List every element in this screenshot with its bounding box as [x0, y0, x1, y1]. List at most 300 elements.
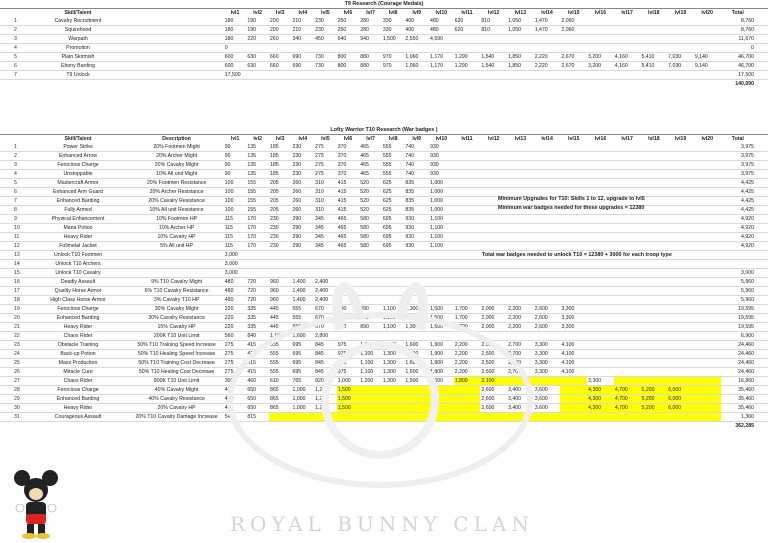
level-cost-cell [641, 323, 668, 332]
skill-name: Physical Enhancement [27, 215, 130, 224]
level-cost-cell: 290 [292, 224, 315, 233]
level-cost-cell: 400 [404, 26, 429, 35]
t9-header-cell: lvl8 [388, 10, 398, 16]
level-cost-cell: 835 [404, 188, 429, 197]
level-cost-cell: 115 [224, 242, 247, 251]
level-cost-cell [667, 26, 694, 35]
level-cost-cell [246, 260, 269, 269]
level-cost-cell [614, 233, 641, 242]
level-cost-cell: 2,700 [507, 341, 534, 350]
level-cost-cell [641, 377, 668, 386]
level-cost-cell [560, 242, 587, 251]
skill-name: Fullmetal Jacket [27, 242, 130, 251]
level-cost-cell: 260 [292, 197, 315, 206]
level-cost-cell [587, 368, 614, 377]
level-cost-cell [587, 242, 614, 251]
level-cost-cell: 520 [359, 188, 382, 197]
level-cost-cell: 625 [382, 188, 405, 197]
level-cost-cell [640, 17, 667, 26]
row-number: 2 [0, 152, 27, 161]
t9-header-cell: lvl10 [435, 10, 448, 16]
level-cost-cell [587, 71, 614, 80]
level-cost-cell [507, 161, 534, 170]
level-cost-cell [614, 305, 641, 314]
level-cost-cell [694, 332, 721, 341]
level-cost-cell [587, 350, 614, 359]
row-number: 6 [0, 188, 27, 197]
level-cost-cell: 960 [269, 278, 292, 287]
level-cost-cell: 2,600 [534, 305, 561, 314]
level-cost-cell: 345 [314, 215, 337, 224]
skill-name: Chaos Rider [27, 332, 130, 341]
skill-description: 5% All unit HP [129, 242, 223, 251]
level-cost-cell: 445 [269, 323, 292, 332]
level-cost-cell: 465 [359, 170, 382, 179]
level-cost-cell [560, 215, 587, 224]
row-total: 1,360 [721, 413, 768, 422]
level-cost-cell: 975 [337, 368, 360, 377]
level-cost-cell: 275 [314, 152, 337, 161]
level-cost-cell: 135 [246, 152, 269, 161]
t10-header-cell: lvl15 [568, 136, 580, 142]
level-cost-cell: 220 [224, 314, 247, 323]
row-number: 3 [0, 35, 27, 44]
level-cost-cell [382, 71, 405, 80]
level-cost-cell: 415 [337, 197, 360, 206]
row-number: 9 [0, 215, 27, 224]
level-cost-cell: 4,100 [560, 350, 587, 359]
level-cost-cell: 555 [269, 341, 292, 350]
row-total: 35,460 [721, 395, 768, 404]
level-cost-cell: 3,300 [534, 368, 561, 377]
level-cost-cell: 1,290 [454, 53, 481, 62]
skill-description: 20% Cavalry HP [129, 404, 223, 413]
level-cost-cell [507, 224, 534, 233]
skill-name: Mastercraft Armor [27, 179, 130, 188]
skill-description: 20% Footmen Resistance [129, 179, 223, 188]
t9-header-cell: Skill/Talent [64, 10, 92, 16]
level-cost-cell [337, 251, 360, 260]
row-number: 1 [0, 143, 27, 152]
level-cost-cell: 720 [246, 296, 269, 305]
skill-description: 10% Footmen HP [129, 215, 223, 224]
level-cost-cell [292, 71, 315, 80]
row-number: 6 [0, 62, 27, 71]
level-cost-cell [404, 251, 429, 260]
level-cost-cell [534, 260, 561, 269]
level-cost-cell: 1,500 [337, 386, 360, 395]
level-cost-cell [534, 242, 561, 251]
skill-description: 15% Cavalry HP [129, 323, 223, 332]
level-cost-cell [587, 287, 614, 296]
level-cost-cell [694, 260, 721, 269]
level-cost-cell: 115 [224, 233, 247, 242]
level-cost-cell [641, 269, 668, 278]
level-cost-cell: 275 [314, 143, 337, 152]
skill-name: Mass Production [27, 359, 130, 368]
level-cost-cell: 695 [382, 215, 405, 224]
row-number: 30 [0, 404, 27, 413]
level-cost-cell [641, 413, 668, 422]
row-total: 16,860 [721, 377, 768, 386]
level-cost-cell [359, 71, 382, 80]
level-cost-cell [534, 44, 561, 53]
t9-header-cell [0, 9, 27, 18]
level-cost-cell [269, 260, 292, 269]
t10-header-row [0, 135, 768, 144]
level-cost-cell: 690 [292, 62, 315, 71]
level-cost-cell: 1,850 [507, 53, 534, 62]
row-number: 1 [0, 17, 27, 26]
skill-name: Quality Horse Armor [27, 287, 130, 296]
level-cost-cell: 100 [224, 188, 247, 197]
level-cost-cell: 1,000 [429, 206, 454, 215]
level-cost-cell: 2,400 [314, 287, 337, 296]
level-cost-cell: 600 [224, 53, 247, 62]
level-cost-cell [614, 296, 641, 305]
level-cost-cell: 780 [337, 314, 360, 323]
level-cost-cell [507, 71, 534, 80]
level-cost-cell [587, 224, 614, 233]
level-cost-cell: 280 [359, 17, 382, 26]
table-row [0, 62, 768, 71]
level-cost-cell: 930 [404, 215, 429, 224]
level-cost-cell: 260 [292, 188, 315, 197]
level-cost-cell [507, 170, 534, 179]
level-cost-cell [694, 206, 721, 215]
level-cost-cell: 1,470 [534, 17, 561, 26]
skill-description: 20% Archer Resistance [129, 188, 223, 197]
level-cost-cell: 1,100 [429, 215, 454, 224]
level-cost-cell: 430 [224, 404, 247, 413]
t9-header-cell: lvl9 [412, 10, 422, 16]
level-cost-cell: 330 [382, 26, 405, 35]
row-total: 19,595 [721, 314, 768, 323]
level-cost-cell [667, 314, 694, 323]
level-cost-cell [667, 296, 694, 305]
skill-name: Ebony Barding [27, 62, 130, 71]
level-cost-cell: 865 [269, 395, 292, 404]
t9-header-cell: lvl6 [343, 10, 353, 16]
level-cost-cell [480, 143, 507, 152]
level-cost-cell [560, 35, 587, 44]
level-cost-cell: 2,000 [480, 305, 507, 314]
level-cost-cell [694, 215, 721, 224]
level-cost-cell [694, 152, 721, 161]
level-cost-cell: 2,400 [314, 296, 337, 305]
level-cost-cell: 650 [246, 386, 269, 395]
level-cost-cell: 340 [292, 35, 315, 44]
level-cost-cell: 230 [292, 170, 315, 179]
level-cost-cell [534, 152, 561, 161]
skill-name: Ferocious Charge [27, 161, 130, 170]
level-cost-cell: 555 [382, 170, 405, 179]
level-cost-cell [614, 413, 641, 422]
level-cost-cell: 2,800 [314, 332, 337, 341]
t10-header-cell: lvl7 [366, 136, 375, 142]
level-cost-cell: 1,700 [454, 305, 481, 314]
level-cost-cell: 100 [224, 179, 247, 188]
level-cost-cell: 670 [314, 305, 337, 314]
skill-name: Miracle Cure [27, 368, 130, 377]
level-cost-cell [667, 305, 694, 314]
row-total: 4,920 [721, 242, 768, 251]
level-cost-cell: 115 [224, 215, 247, 224]
level-cost-cell [560, 161, 587, 170]
level-cost-cell: 1,600 [404, 359, 429, 368]
level-cost-cell [480, 260, 507, 269]
t9-header-cell: lvl1 [230, 10, 240, 16]
level-cost-cell [507, 44, 534, 53]
skill-description: 10% Cavalry HP [129, 233, 223, 242]
row-number: 4 [0, 44, 27, 53]
row-number: 25 [0, 359, 27, 368]
row-total: 5,960 [721, 278, 768, 287]
note-total-badges: Total war badges needed to unlock T10 = 12380 + 3000 for each troop type [482, 252, 672, 258]
level-cost-cell: 555 [269, 359, 292, 368]
level-cost-cell: 1,300 [382, 350, 405, 359]
level-cost-cell: 100 [224, 206, 247, 215]
level-cost-cell [587, 260, 614, 269]
t10-header-cell: lvl20 [701, 136, 713, 142]
level-cost-cell [480, 233, 507, 242]
level-cost-cell [641, 368, 668, 377]
level-cost-cell: 880 [359, 53, 382, 62]
level-cost-cell: 90 [224, 161, 247, 170]
level-cost-cell: 2,600 [480, 386, 507, 395]
level-cost-cell [269, 71, 292, 80]
level-cost-cell [382, 251, 405, 260]
level-cost-cell: 740 [404, 152, 429, 161]
skill-description: 20% Footmen Might [129, 143, 223, 152]
level-cost-cell: 310 [314, 188, 337, 197]
level-cost-cell: 625 [382, 179, 405, 188]
level-cost-cell [694, 170, 721, 179]
skill-description: 50% T10 Training Cost Decrease [129, 359, 223, 368]
level-cost-cell: 960 [269, 296, 292, 305]
level-cost-cell [614, 143, 641, 152]
level-cost-cell: 2,700 [507, 368, 534, 377]
level-cost-cell: 520 [359, 179, 382, 188]
table-row [0, 197, 768, 206]
level-cost-cell: 305 [224, 377, 247, 386]
level-cost-cell: 555 [382, 143, 405, 152]
row-number: 5 [0, 53, 27, 62]
skill-name: High Class Horse Armor [27, 296, 130, 305]
level-cost-cell [694, 44, 721, 53]
level-cost-cell [534, 35, 561, 44]
level-cost-cell: 3,300 [560, 314, 587, 323]
table-row [0, 242, 768, 251]
level-cost-cell: 275 [224, 341, 247, 350]
level-cost-cell [480, 242, 507, 251]
level-cost-cell: 610 [269, 377, 292, 386]
row-total: 11,670 [721, 35, 768, 44]
row-number: 26 [0, 368, 27, 377]
level-cost-cell: 4,700 [614, 386, 641, 395]
level-cost-cell: 100 [224, 197, 247, 206]
level-cost-cell: 230 [292, 143, 315, 152]
t9-header-cell: lvl2 [253, 10, 262, 16]
level-cost-cell: 400 [404, 17, 429, 26]
t10-header-cell: lvl6 [343, 136, 353, 142]
level-cost-cell [694, 233, 721, 242]
level-cost-cell: 1,100 [269, 332, 292, 341]
level-cost-cell [507, 242, 534, 251]
row-total: 4,425 [721, 206, 768, 215]
level-cost-cell: 695 [292, 368, 315, 377]
level-cost-cell: 520 [359, 206, 382, 215]
t10-header-cell [0, 135, 27, 144]
level-cost-cell: 430 [224, 386, 247, 395]
level-cost-cell [614, 260, 641, 269]
level-cost-cell: 415 [246, 359, 269, 368]
level-cost-cell [667, 323, 694, 332]
t10-header-cell: lvl4 [298, 136, 308, 142]
level-cost-cell: 2,700 [507, 350, 534, 359]
level-cost-cell: 335 [246, 323, 269, 332]
t10-header-cell: lvl14 [541, 136, 553, 142]
level-cost-cell: 1,500 [404, 377, 429, 386]
level-cost-cell [587, 35, 614, 44]
row-number: 3 [0, 161, 27, 170]
row-total: 4,425 [721, 188, 768, 197]
level-cost-cell: 1,400 [292, 296, 315, 305]
level-cost-cell: 370 [337, 143, 360, 152]
row-total [721, 251, 768, 260]
level-cost-cell [614, 350, 641, 359]
level-cost-cell: 9,140 [694, 53, 721, 62]
level-cost-cell: 880 [359, 62, 382, 71]
level-cost-cell [694, 278, 721, 287]
level-cost-cell: 415 [246, 341, 269, 350]
level-cost-cell: 1,100 [359, 350, 382, 359]
level-cost-cell: 835 [404, 197, 429, 206]
level-cost-cell [454, 143, 481, 152]
level-cost-cell [641, 206, 668, 215]
level-cost-cell [560, 224, 587, 233]
row-total: 19,595 [721, 305, 768, 314]
level-cost-cell: 310 [314, 179, 337, 188]
level-cost-cell [587, 152, 614, 161]
level-cost-cell [337, 44, 360, 53]
level-cost-cell [454, 44, 481, 53]
level-cost-cell: 555 [292, 314, 315, 323]
level-cost-cell [694, 404, 721, 413]
level-cost-cell: 260 [292, 179, 315, 188]
level-cost-cell: 135 [246, 143, 269, 152]
level-cost-cell: 520 [359, 197, 382, 206]
level-cost-cell: 465 [337, 242, 360, 251]
level-cost-cell: 290 [292, 215, 315, 224]
level-cost-cell [587, 296, 614, 305]
level-cost-cell: 1,600 [404, 350, 429, 359]
level-cost-cell: 580 [359, 224, 382, 233]
row-total: 4,920 [721, 233, 768, 242]
level-cost-cell: 17,500 [224, 71, 247, 80]
skill-description: 50% T10 Healing Speed Increase [129, 350, 223, 359]
table-row [0, 215, 768, 224]
level-cost-cell: 975 [337, 359, 360, 368]
level-cost-cell [359, 260, 382, 269]
level-cost-cell: 155 [246, 179, 269, 188]
level-cost-cell [587, 17, 614, 26]
level-cost-cell [454, 71, 481, 80]
row-number: 17 [0, 287, 27, 296]
row-number: 22 [0, 332, 27, 341]
level-cost-cell [534, 179, 561, 188]
level-cost-cell: 1,600 [429, 377, 454, 386]
table-row [0, 152, 768, 161]
level-cost-cell: 2,500 [480, 350, 507, 359]
level-cost-cell [269, 44, 292, 53]
level-cost-cell [382, 44, 405, 53]
level-cost-cell [404, 44, 429, 53]
level-cost-cell: 1,100 [382, 314, 405, 323]
level-cost-cell: 220 [224, 323, 247, 332]
clan-logo-text: ROYAL BUNNY CLAN [230, 512, 534, 536]
level-cost-cell: 1,700 [454, 323, 481, 332]
level-cost-cell [587, 143, 614, 152]
row-total: 3,975 [721, 170, 768, 179]
skill-name: Back-up Potion [27, 350, 130, 359]
skill-description: 200K T10 Unit Limit [129, 332, 223, 341]
level-cost-cell: 660 [269, 53, 292, 62]
skill-name: Enhanced Barding [27, 395, 130, 404]
t10-header-cell: lvl8 [388, 136, 398, 142]
level-cost-cell [454, 206, 481, 215]
level-cost-cell: 115 [224, 224, 247, 233]
level-cost-cell: 1,000 [429, 179, 454, 188]
level-cost-cell: 625 [382, 206, 405, 215]
t9-header-cell: lvl18 [648, 10, 660, 16]
level-cost-cell: 2,600 [534, 314, 561, 323]
level-cost-cell: 625 [382, 197, 405, 206]
level-cost-cell: 2,500 [480, 368, 507, 377]
row-number: 23 [0, 341, 27, 350]
level-cost-cell: 2,200 [507, 314, 534, 323]
level-cost-cell: 3,600 [534, 395, 561, 404]
level-cost-cell: 4,160 [614, 53, 641, 62]
skill-description [129, 71, 223, 80]
level-cost-cell: 2,060 [560, 17, 587, 26]
level-cost-cell [667, 359, 694, 368]
level-cost-cell [587, 341, 614, 350]
level-cost-cell [614, 224, 641, 233]
level-cost-cell: 3,300 [560, 323, 587, 332]
level-cost-cell: 1,500 [337, 404, 360, 413]
level-cost-cell [560, 152, 587, 161]
level-cost-cell [560, 260, 587, 269]
level-cost-cell [314, 260, 337, 269]
row-number: 10 [0, 224, 27, 233]
level-cost-cell [694, 143, 721, 152]
level-cost-cell: 370 [337, 152, 360, 161]
level-cost-cell: 415 [337, 206, 360, 215]
level-cost-cell: 465 [337, 224, 360, 233]
table-row [0, 233, 768, 242]
level-cost-cell [507, 233, 534, 242]
level-cost-cell: 220 [224, 305, 247, 314]
row-number: 31 [0, 413, 27, 422]
level-cost-cell: 180 [224, 26, 247, 35]
level-cost-cell: 555 [269, 368, 292, 377]
t10-header-cell: lvl10 [435, 136, 448, 142]
level-cost-cell: 460 [246, 377, 269, 386]
t9-header-cell: lvl20 [701, 10, 713, 16]
level-cost-cell [667, 332, 694, 341]
level-cost-cell: 5,200 [641, 395, 668, 404]
